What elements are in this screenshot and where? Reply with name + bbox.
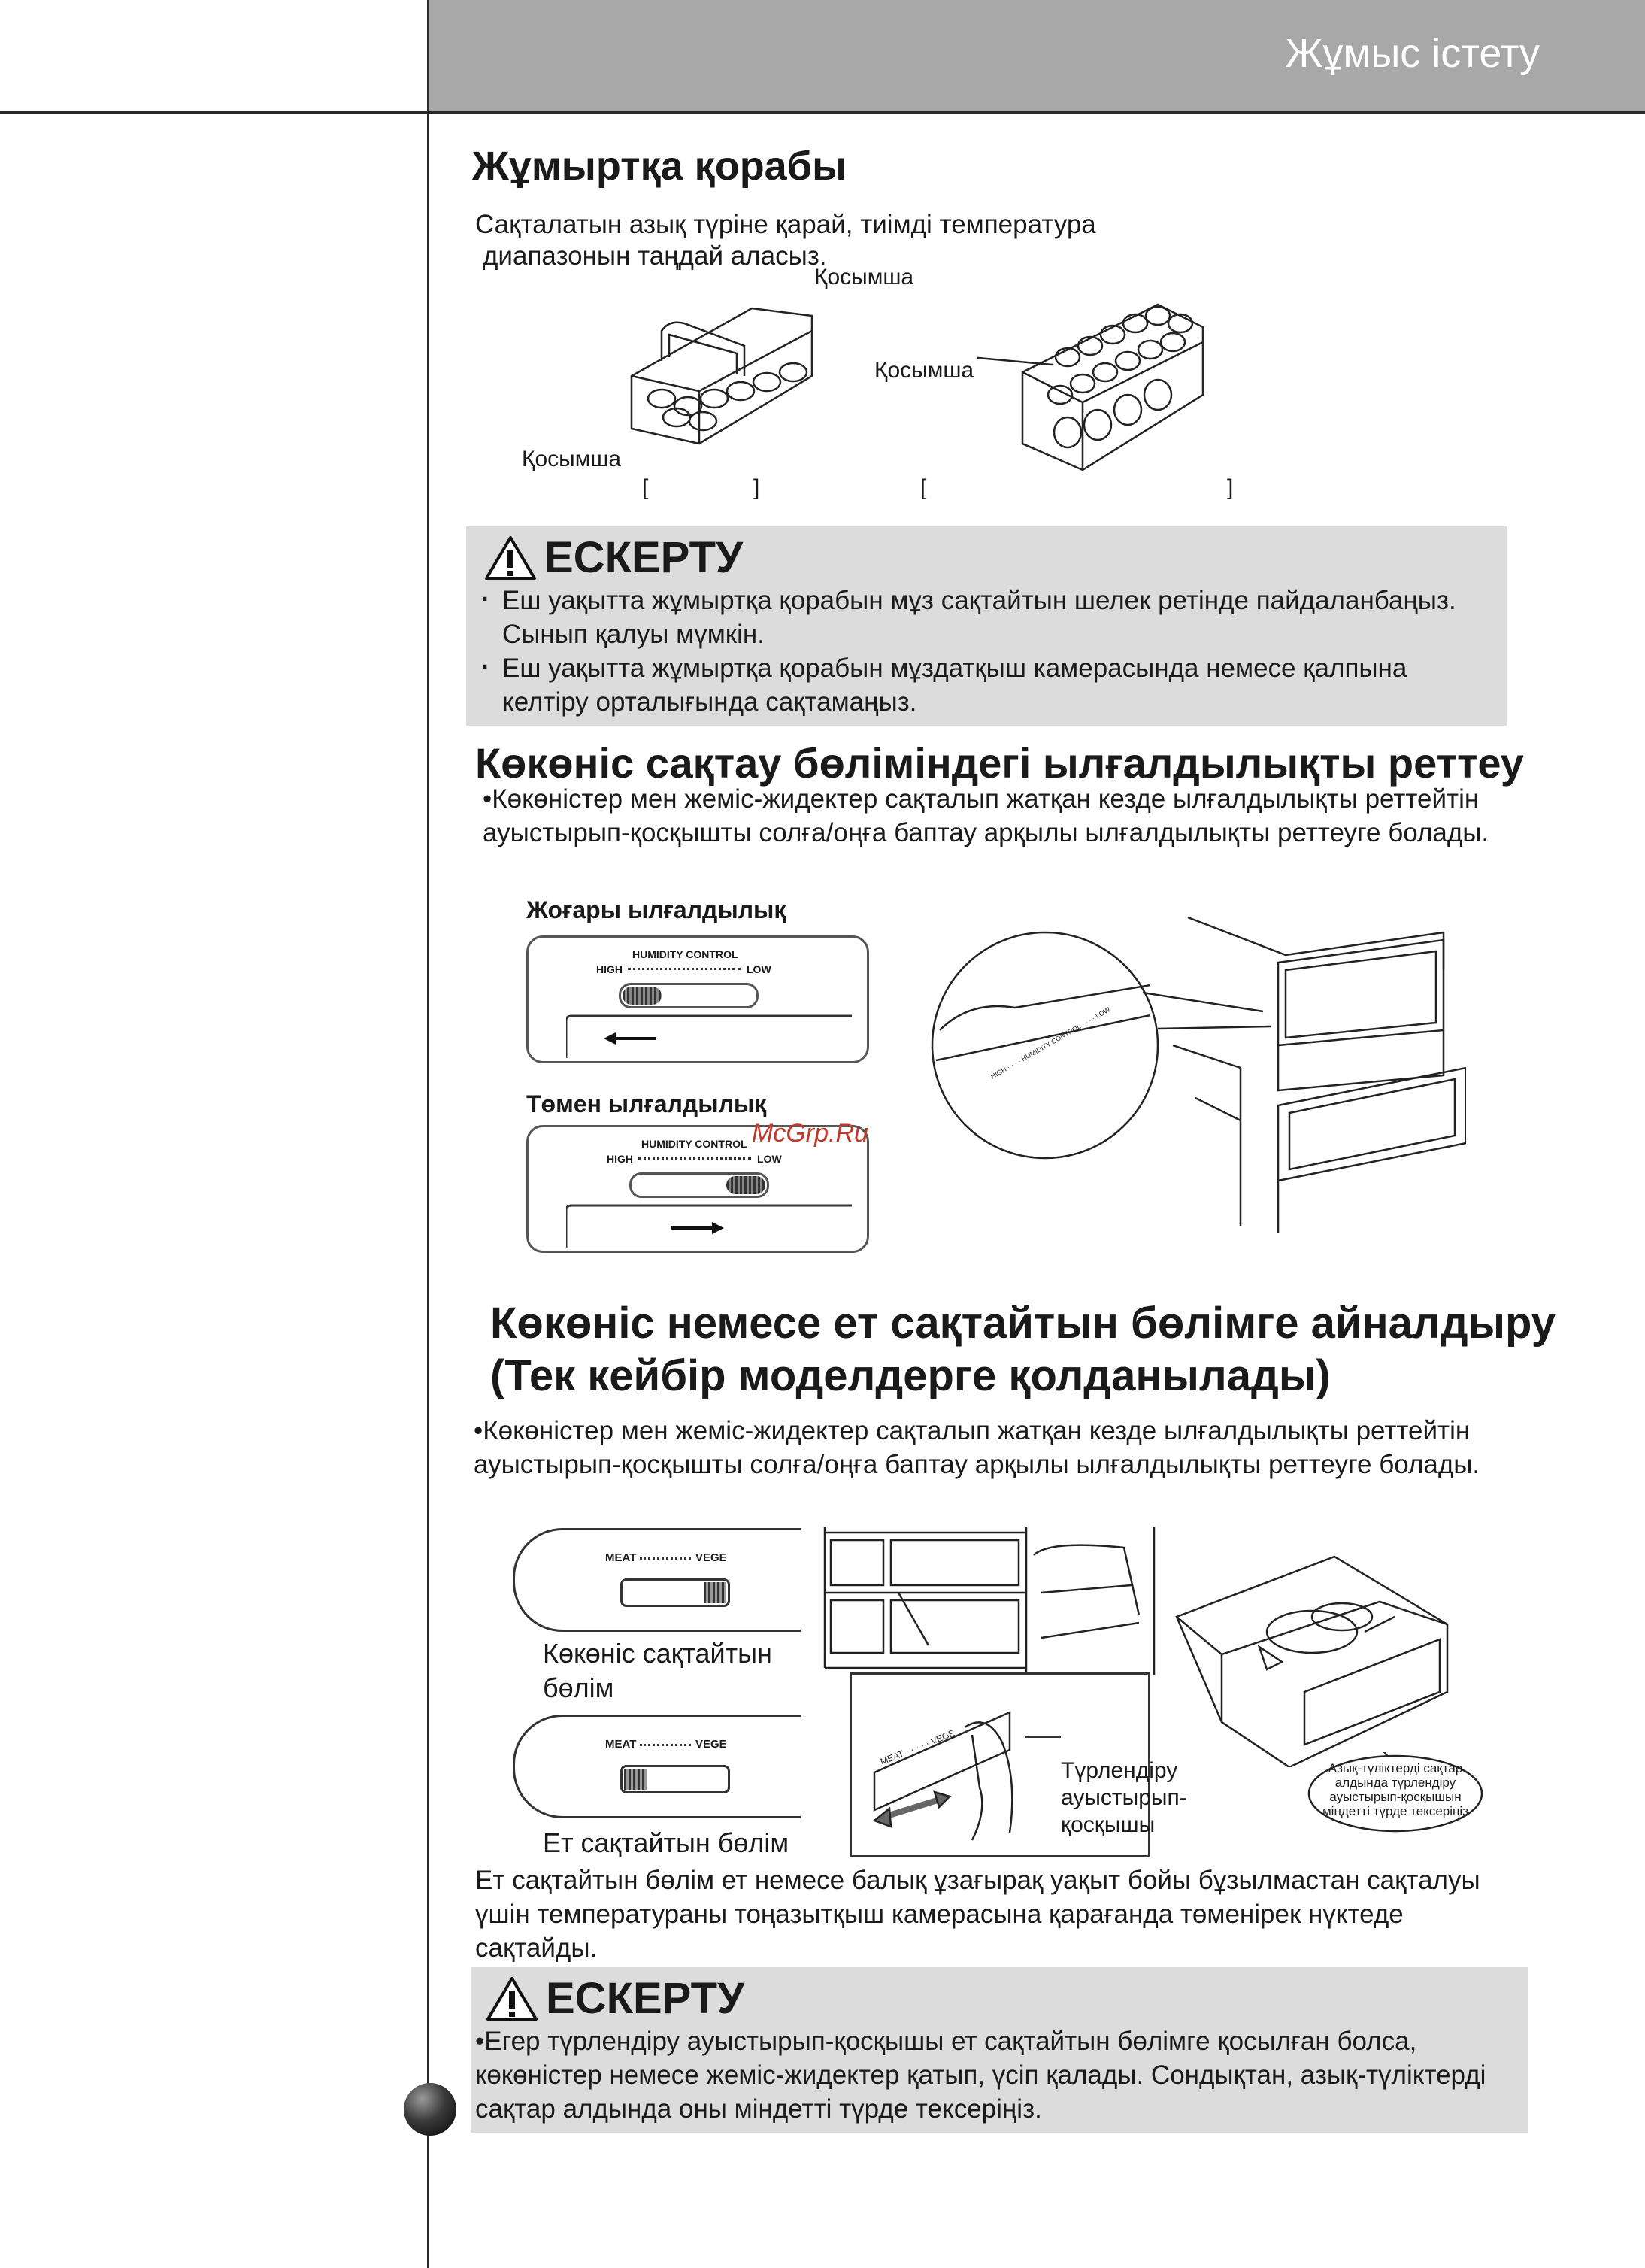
right-arrow-icon	[566, 1202, 852, 1248]
switch-closeup-box	[850, 1672, 1187, 1857]
bracket-open-2: [	[920, 475, 927, 500]
page-margin-line	[427, 0, 429, 2268]
warning2-text: •Егер түрлендіру ауыстырып-қосқышы ет сақтайтын бөлімге қосылған болса, көкөністер немесе жеміс-жидектер қатып, үсіп қалады. Сондықтан, азық-түліктерді сақтар алдында оны міндетті түрде тексеріңіз.	[475, 2027, 1486, 2124]
meat-switch[interactable]	[620, 1765, 730, 1793]
watermark: McGrp.Ru	[752, 1119, 868, 1148]
svg-text:MEAT · · · · · VEGE: MEAT · · · · · VEGE	[878, 1727, 956, 1767]
meat-compartment-label: Ет сақтайтын бөлім	[543, 1827, 789, 1858]
warning1-item-2: · Еш уақытта жұмыртқа қорабын мұздатқыш камерасында немесе қалпына келтіру орталығында сақтамаңыз.	[481, 651, 1489, 719]
warning-title-2	[486, 1973, 744, 2024]
egg-label-top: Қосымша	[814, 265, 914, 290]
hand-switch-illustration	[859, 1682, 1040, 1848]
high-humidity-label: Жоғары ылғалдылық	[526, 896, 786, 923]
control-low: LOW	[747, 963, 771, 975]
egg-intro-line2: диапазонын таңдай аласыз.	[483, 241, 827, 271]
vege-panel-vege: VEGE	[695, 1551, 727, 1564]
section-title: Жұмыс істету	[1285, 31, 1540, 76]
egg-label-mid: Қосымша	[874, 358, 974, 383]
humidity-slider-track[interactable]	[619, 983, 759, 1008]
vege-switch-panel	[513, 1528, 801, 1632]
humidity-control-title: HUMIDITY CONTROL	[632, 948, 738, 960]
control-high: HIGH	[596, 963, 623, 975]
warning-title-1	[484, 532, 743, 583]
vege-switch-knob[interactable]	[704, 1582, 726, 1603]
meat-switch-panel	[513, 1715, 801, 1818]
bracket-open-1: [	[642, 475, 649, 500]
crisper-drawer-illustration	[925, 895, 1466, 1256]
humidity-slider-track-2[interactable]	[629, 1172, 769, 1198]
warning-box-1	[466, 526, 1507, 726]
humidity-slider-knob[interactable]	[623, 987, 662, 1005]
header-bar	[429, 0, 1645, 111]
humidity-slider-knob-2[interactable]	[726, 1176, 765, 1194]
humidity-control-title-2: HUMIDITY CONTROL	[641, 1138, 747, 1150]
bracket-close-1: ]	[753, 475, 760, 500]
egg-box-heading: Жұмыртқа қорабы	[472, 144, 847, 189]
egg-label-left: Қосымша	[522, 447, 622, 471]
page-tab-ball-icon	[404, 2083, 456, 2136]
control-high-2: HIGH	[607, 1153, 633, 1165]
warning-box-2	[471, 1967, 1528, 2133]
switch-label: Түрлендіру ауыстырып-қосқышы	[1061, 1758, 1187, 1837]
warning-icon-2	[486, 1975, 538, 2022]
humidity-text: •Көкөністер мен жеміс-жидектер сақталып жатқан кезде ылғалдылықты реттейтін ауыстырып-қосқышты солға/оңға баптау арқылы ылғалдылықты реттеуге болады.	[483, 784, 1489, 847]
control-low-2: LOW	[757, 1153, 782, 1165]
meat-panel-meat: MEAT	[605, 1738, 637, 1751]
convert-heading-line1: Көкөніс немесе ет сақтайтын бөлімге айналдыру	[490, 1299, 1556, 1348]
vege-compartment-label: Көкөніс сақтайтын бөлім	[543, 1638, 772, 1703]
egg-intro-line1: Сақталатын азық түріне қарай, тиімді температура	[475, 210, 1096, 239]
left-arrow-icon	[566, 1013, 852, 1058]
meat-drawer-illustration	[1169, 1542, 1455, 1767]
egg-box-open-illustration	[977, 282, 1218, 478]
meat-compartment-description: Ет сақтайтын бөлім ет немесе балық ұзағырақ уақыт бойы бұзылмастан сақталуы үшін температураны тоңазытқыш камерасына қарағанда төменірек нүктеде сақтайды.	[475, 1866, 1480, 1963]
low-humidity-label: Төмен ылғалдылық	[526, 1090, 767, 1117]
vege-panel-meat: MEAT	[605, 1551, 637, 1564]
warning1-item-1: · Еш уақытта жұмыртқа қорабын мұз сақтайтын шелек ретінде пайдаланбаңыз. Сынып қалуы мүмкін.	[481, 584, 1489, 651]
high-humidity-panel	[526, 935, 869, 1063]
fridge-interior-illustration	[823, 1525, 1162, 1675]
svg-text:HIGH · · · · HUMIDITY CONTROL: HIGH · · · · HUMIDITY CONTROL · · · · LOW	[989, 1005, 1112, 1081]
tip-bubble-text: Азық-түліктерді сақтар алдында түрлендіру ауыстырып-қосқышын міндетті түрде тексеріңіз	[1322, 1761, 1468, 1818]
warning-title-text-1: ЕСКЕРТУ	[544, 533, 744, 582]
warning-icon	[484, 535, 537, 581]
convert-heading-line2: (Тек кейбір моделдерге қолданылады)	[490, 1351, 1331, 1400]
convert-text: •Көкөністер мен жеміс-жидектер сақталып жатқан кезде ылғалдылықты реттейтін ауыстырып-қосқышты солға/оңға баптау арқылы ылғалдылықты реттеуге болады.	[474, 1416, 1480, 1479]
vege-switch[interactable]	[620, 1578, 730, 1607]
humidity-heading: Көкөніс сақтау бөліміндегі ылғалдылықты реттеу	[475, 739, 1524, 787]
bracket-close-2: ]	[1227, 475, 1234, 500]
egg-box-closed-illustration	[616, 286, 857, 459]
meat-switch-knob[interactable]	[624, 1769, 647, 1790]
meat-panel-vege: VEGE	[695, 1738, 727, 1751]
warning-title-text-2: ЕСКЕРТУ	[546, 1974, 745, 2023]
header-rule	[0, 111, 1645, 114]
